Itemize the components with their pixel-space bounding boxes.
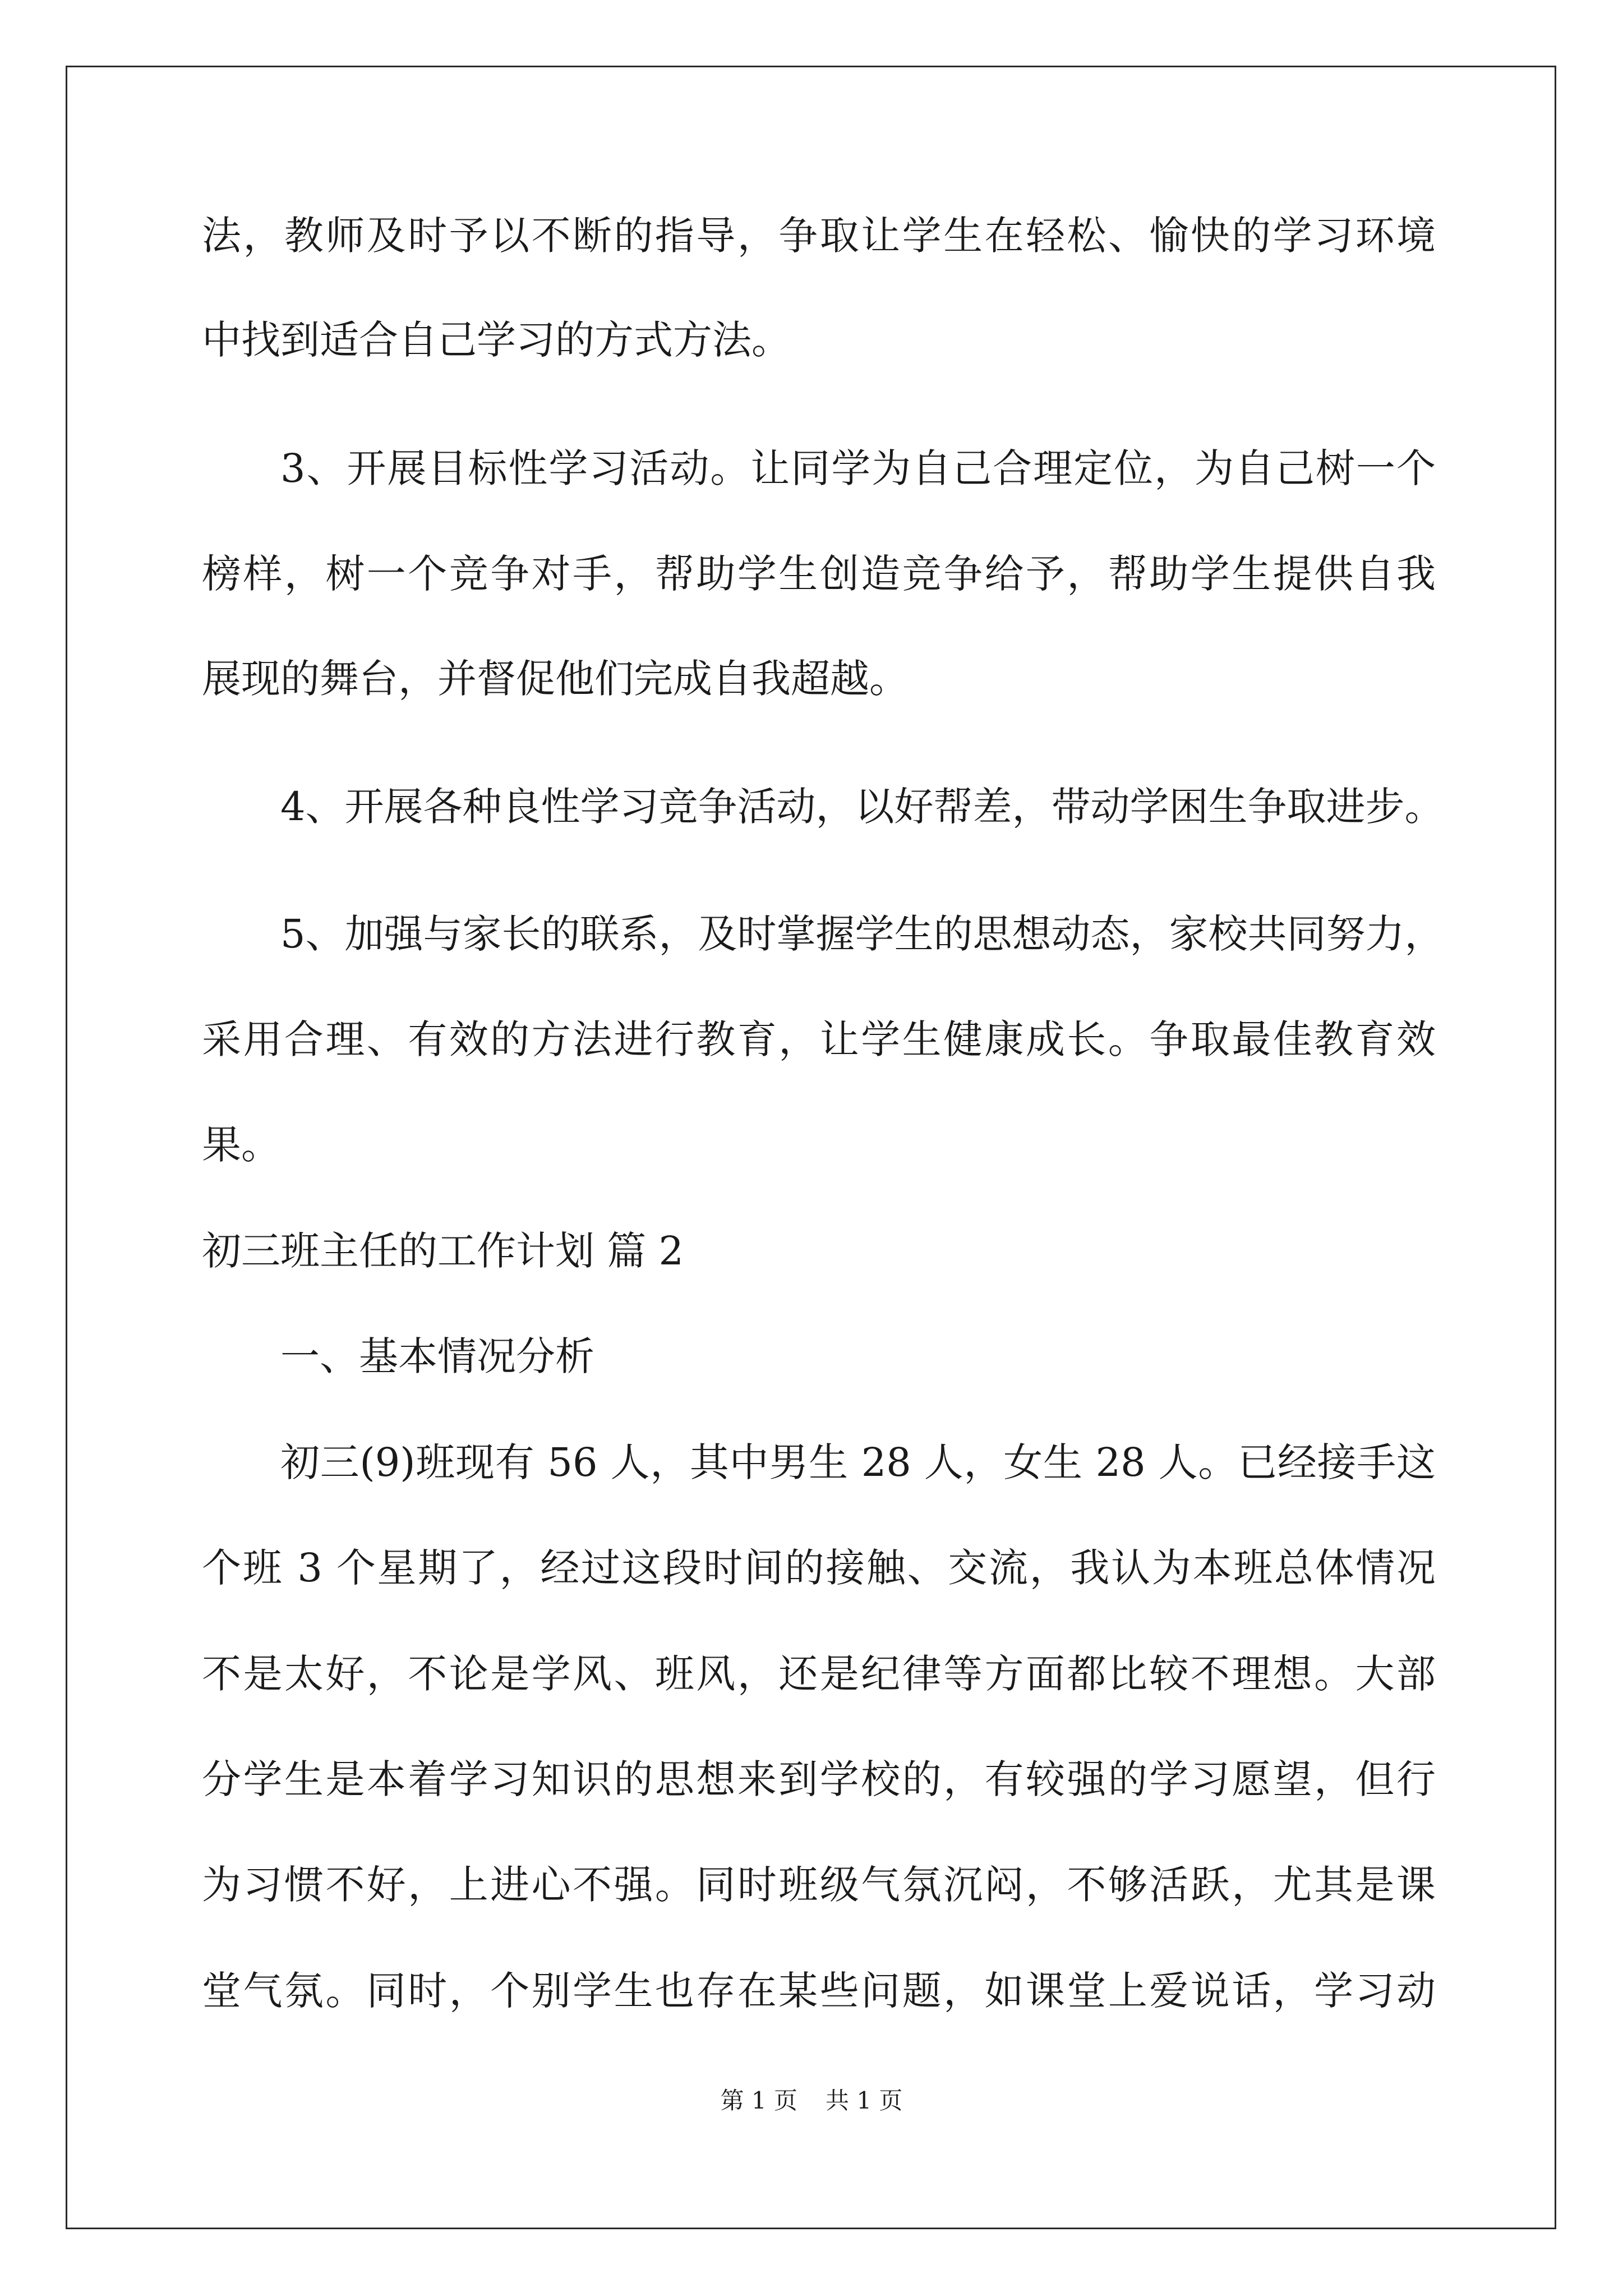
page-total: 共 1 页	[826, 2087, 903, 2114]
paragraph-line: 堂气氛。同时，个别学生也存在某些问题，如课堂上爱说话，学习动	[202, 1968, 1436, 2014]
paragraph-line: 个班 3 个星期了，经过这段时间的接触、交流，我认为本班总体情况	[202, 1545, 1436, 1591]
paragraph-line: 展现的舞台，并督促他们完成自我超越。	[202, 656, 909, 702]
section-heading: 初三班主任的工作计划 篇 2	[202, 1228, 684, 1274]
paragraph-line: 榜样，树一个竞争对手，帮助学生创造竞争给予，帮助学生提供自我	[202, 551, 1436, 597]
page-number: 第 1 页	[720, 2087, 797, 2114]
paragraph-line: 分学生是本着学习知识的思想来到学校的，有较强的学习愿望，但行	[202, 1756, 1436, 1802]
paragraph-line: 初三(9)班现有 56 人，其中男生 28 人，女生 28 人。已经接手这	[280, 1439, 1436, 1485]
paragraph-line: 采用合理、有效的方法进行教育，让学生健康成长。争取最佳教育效	[202, 1016, 1436, 1062]
paragraph-line: 3、开展目标性学习活动。让同学为自己合理定位，为自己树一个	[280, 445, 1436, 491]
paragraph-line: 为习惯不好，上进心不强。同时班级气氛沉闷，不够活跃，尤其是课	[202, 1862, 1436, 1908]
paragraph-line: 中找到适合自己学习的方式方法。	[202, 317, 791, 363]
paragraph-line: 不是太好，不论是学风、班风，还是纪律等方面都比较不理想。大部	[202, 1651, 1436, 1697]
paragraph-line: 果。	[202, 1122, 280, 1168]
paragraph-line: 5、加强与家长的联系，及时掌握学生的思想动态，家校共同努力，	[280, 911, 1444, 957]
paragraph-line: 法，教师及时予以不断的指导，争取让学生在轻松、愉快的学习环境	[202, 213, 1436, 259]
page-footer	[0, 2087, 1623, 2115]
subsection-heading: 一、基本情况分析	[280, 1333, 594, 1379]
paragraph-line: 4、开展各种良性学习竞争活动，以好帮差，带动学困生争取进步。	[280, 784, 1444, 830]
